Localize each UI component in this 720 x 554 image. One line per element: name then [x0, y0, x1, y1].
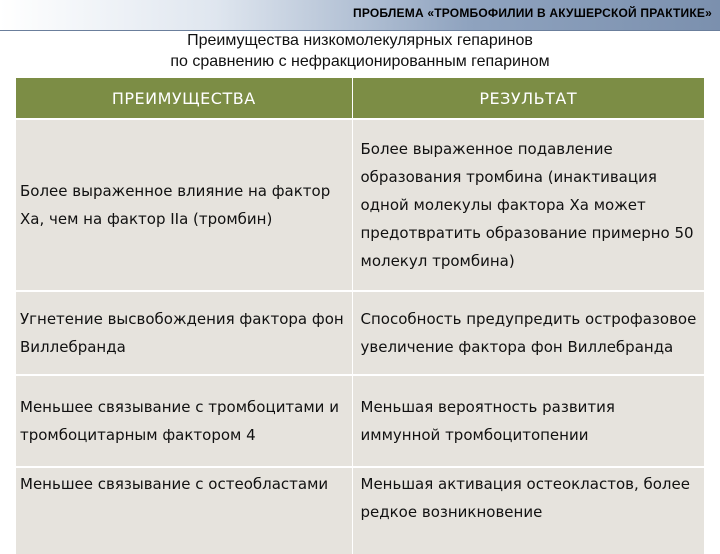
- table-row: [16, 119, 704, 291]
- table-row: [16, 375, 704, 467]
- table-row: [16, 467, 704, 554]
- result-cell: Меньшая активация остеокластов, более редкое возникновение: [352, 467, 704, 554]
- advantage-cell: Меньшее связывание с остеобластами: [16, 467, 352, 554]
- result-cell: Способность предупредить острофазовое увеличение фактора фон Виллебранда: [352, 291, 704, 375]
- column-header-result: РЕЗУЛЬТАТ: [352, 78, 704, 119]
- advantage-cell: Угнетение высвобождения фактора фон Виллебранда: [16, 291, 352, 375]
- advantage-cell: Меньшее связывание с тромбоцитами и тромбоцитарным фактором 4: [16, 375, 352, 467]
- result-cell: Более выраженное подавление образования тромбина (инактивация одной молекулы фактора Xa может предотвратить образование примерно 50 молекул тромбина): [352, 119, 704, 291]
- top-banner: [0, 0, 720, 31]
- slide-title-line-1: Преимущества низкомолекулярных гепаринов: [187, 32, 533, 49]
- slide-title-line-2: по сравнению с нефракционированным гепарином: [170, 53, 550, 70]
- result-cell: Меньшая вероятность развития иммунной тромбоцитопении: [352, 375, 704, 467]
- slide-title: [0, 30, 720, 72]
- table-header-row: [16, 78, 704, 119]
- presentation-header: ПРОБЛЕМА «ТРОМБОФИЛИИ В АКУШЕРСКОЙ ПРАКТИКЕ»: [353, 6, 712, 20]
- column-header-advantages: ПРЕИМУЩЕСТВА: [16, 78, 352, 119]
- table-row: [16, 291, 704, 375]
- comparison-table: [16, 78, 704, 554]
- advantage-cell: Более выраженное влияние на фактор Xa, чем на фактор IIa (тромбин): [16, 119, 352, 291]
